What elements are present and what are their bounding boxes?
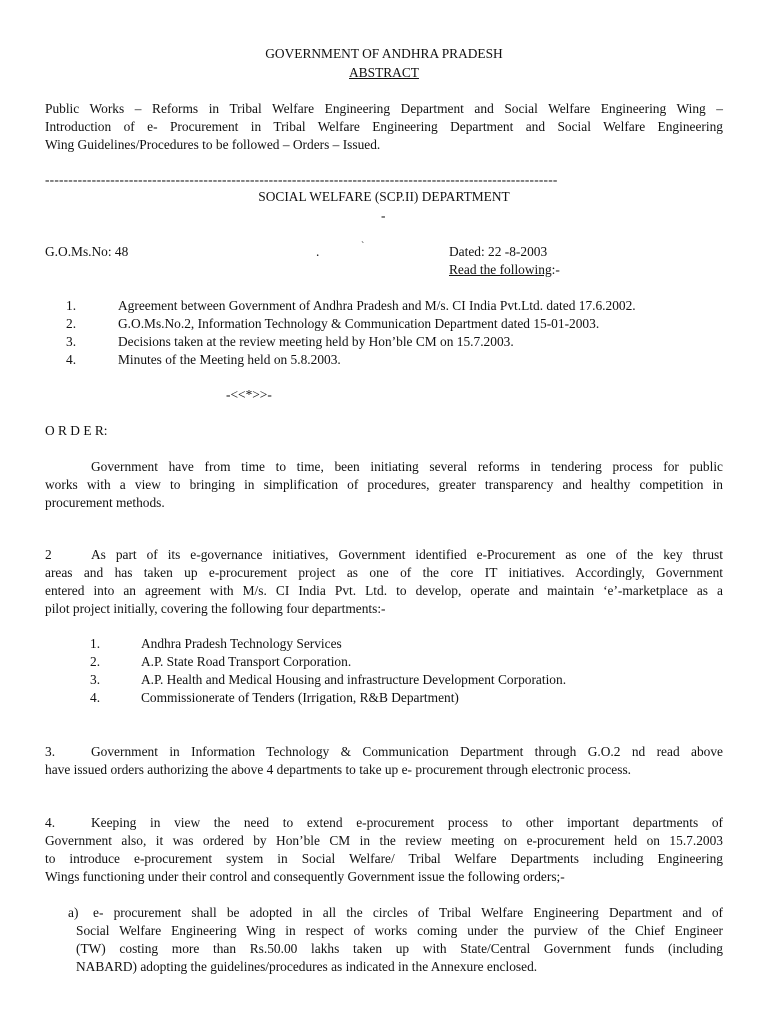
divider-mark: -<<*>>-: [226, 387, 272, 402]
department-mark: -: [381, 208, 386, 223]
department-heading: SOCIAL WELFARE (SCP.II) DEPARTMENT: [258, 189, 510, 204]
paragraph-3: [45, 743, 723, 779]
read-following-suffix: :-: [551, 262, 560, 277]
order-heading: O R D E R:: [45, 423, 108, 438]
paragraph-line: Keeping in view the need to extend e-procurement process to other important departments of: [91, 815, 723, 830]
department-number: 3.: [90, 672, 101, 687]
paragraph-line: areas and has taken up e-procurement project as one of the core IT initiatives. Accordingly, Government: [45, 565, 723, 580]
department-item: Andhra Pradesh Technology Services: [141, 636, 342, 651]
subject-line: Introduction of e- Procurement in Tribal Welfare Engineering Department and Social Welfare Engineering: [45, 119, 723, 134]
paragraph-line: Government also, it was ordered by Hon’ble CM in the review meeting on e-procurement held on 15.7.2003: [45, 833, 723, 848]
paragraph-4: [45, 814, 723, 886]
paragraph-line: have issued orders authorizing the above 4 departments to take up e- procurement through electronic process.: [45, 762, 632, 777]
paragraph-line: procurement methods.: [45, 495, 165, 510]
go-number: G.O.Ms.No: 48: [45, 244, 129, 259]
order-item-label: a): [68, 905, 79, 920]
department-number: 1.: [90, 636, 101, 651]
department-number: 2.: [90, 654, 101, 669]
paragraph-2: [45, 546, 723, 618]
department-item: Commissionerate of Tenders (Irrigation, R&B Department): [141, 690, 459, 705]
reference-text: Decisions taken at the review meeting held by Hon’ble CM on 15.7.2003.: [118, 334, 514, 349]
reference-number: 4.: [66, 352, 77, 367]
stray-mark: .: [316, 244, 320, 259]
stray-mark: `: [361, 241, 365, 252]
reference-number: 1.: [66, 298, 77, 313]
paragraph-line: As part of its e-governance initiatives, Government identified e-Procurement as one of the key thrust: [91, 547, 723, 562]
order-item-line: NABARD) adopting the guidelines/procedures as indicated in the Annexure enclosed.: [76, 959, 538, 974]
reference-text: Minutes of the Meeting held on 5.8.2003.: [118, 352, 341, 367]
reference-number: 2.: [66, 316, 77, 331]
subject-line: Wing Guidelines/Procedures to be followed – Orders – Issued.: [45, 137, 381, 152]
reference-text: Agreement between Government of Andhra Pradesh and M/s. CI India Pvt.Ltd. dated 17.6.2002.: [118, 298, 636, 313]
paragraph-line: Government have from time to time, been initiating several reforms in tendering process for public: [91, 459, 723, 474]
reference-number: 3.: [66, 334, 77, 349]
subject-paragraph: [45, 100, 723, 154]
paragraph-line: Government in Information Technology & Communication Department through G.O.2 nd read above: [91, 744, 723, 759]
paragraph-number: 2: [45, 547, 52, 562]
paragraph-number: 4.: [45, 815, 56, 830]
paragraph-line: pilot project initially, covering the following four departments:-: [45, 601, 386, 616]
separator-line: --------------------------------------------------------------------------------------------------------------: [45, 172, 558, 187]
department-number: 4.: [90, 690, 101, 705]
abstract-heading-wrap: [0, 64, 768, 82]
paragraph-line: Wings functioning under their control and consequently Government issue the following orders;-: [45, 869, 565, 884]
abstract-heading: ABSTRACT: [349, 65, 419, 80]
order-item-line: e- procurement shall be adopted in all the circles of Tribal Welfare Engineering Department and of: [93, 905, 723, 920]
read-following-label: Read the following: [449, 262, 552, 277]
department-item: A.P. Health and Medical Housing and infrastructure Development Corporation.: [141, 672, 567, 687]
reference-text: G.O.Ms.No.2, Information Technology & Communication Department dated 15-01-2003.: [118, 316, 600, 331]
government-heading: GOVERNMENT OF ANDHRA PRADESH: [265, 46, 503, 61]
dated: Dated: 22 -8-2003: [449, 244, 548, 259]
order-item-a: [76, 904, 723, 976]
order-item-line: (TW) costing more than Rs.50.00 lakhs taken up with State/Central Government funds (including: [76, 941, 723, 956]
paragraph-number: 3.: [45, 744, 56, 759]
paragraph-line: works with a view to bringing in simplification of procedures, greater transparency and healthy competition in: [45, 477, 723, 492]
department-item: A.P. State Road Transport Corporation.: [141, 654, 352, 669]
read-following: [449, 261, 560, 279]
order-item-line: Social Welfare Engineering Wing in respect of works coming under the purview of the Chief Engineer: [76, 923, 723, 938]
paragraph-line: entered into an agreement with M/s. CI India Pvt. Ltd. to develop, operate and maintain ‘e’-marketplace as a: [45, 583, 723, 598]
paragraph-line: to introduce e-procurement system in Social Welfare/ Tribal Welfare Departments including Engineering: [45, 851, 723, 866]
subject-line: Public Works – Reforms in Tribal Welfare Engineering Department and Social Welfare Engineering Wing –: [45, 101, 723, 116]
paragraph-1: [45, 458, 723, 512]
